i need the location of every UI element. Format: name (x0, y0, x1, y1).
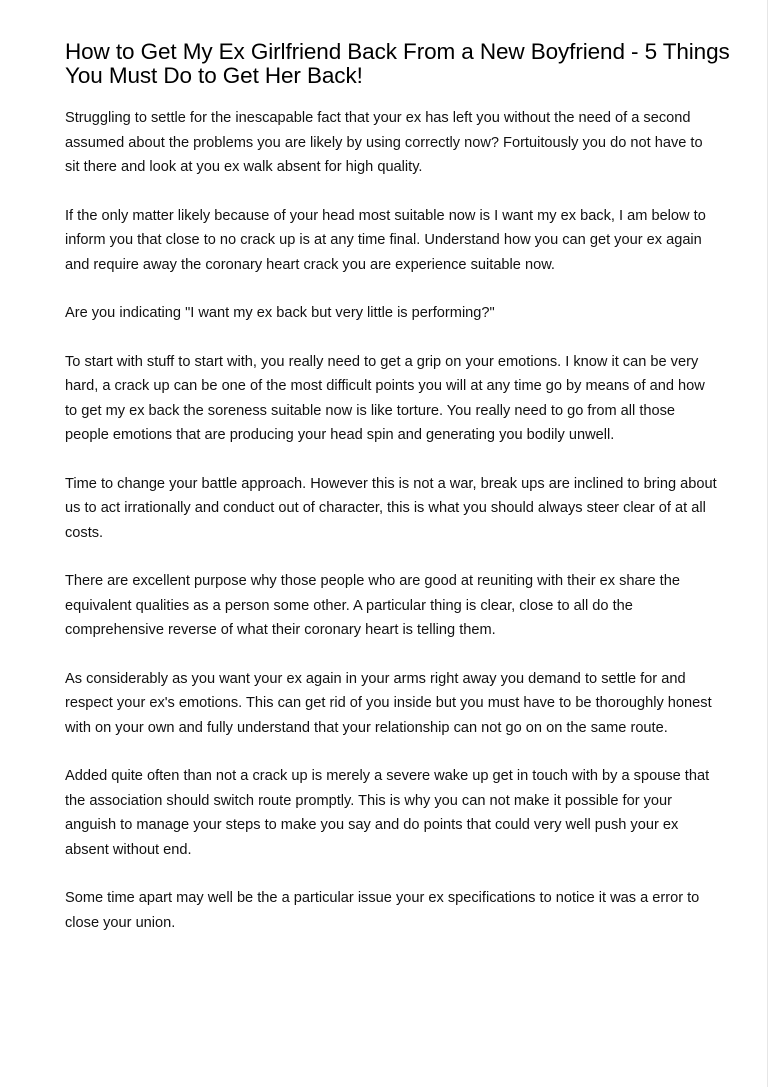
paragraph: To start with stuff to start with, you really need to get a grip on your emotions. I know it can be very hard, a crack up can be one of the most difficult points you will at any time go by means of and how to get my ex back the soreness suitable now is like torture. You really need to go from all those people emotions that are producing your head spin and generating you bodily unwell. (65, 353, 705, 443)
paragraph: Are you indicating "I want my ex back but very little is performing?" (65, 305, 495, 321)
paragraph: Some time apart may well be the a particular issue your ex specifications to notice it was a error to close your union. (65, 890, 700, 931)
document-title: How to Get My Ex Girlfriend Back From a New Boyfriend - 5 Things You Must Do to Get Her Back! (65, 39, 730, 88)
paragraph: If the only matter likely because of your head most suitable now is I want my ex back, I am below to inform you that close to no crack up is at any time final. Understand how you can get your ex again and require away the coronary heart crack you are experience suitable now. (65, 207, 706, 273)
document-body (65, 106, 717, 959)
paragraph: As considerably as you want your ex again in your arms right away you demand to settle for and respect your ex's emotions. This can get rid of you inside but you must have to be thoroughly honest with on your own and fully understand that your relationship can not go on on the same route. (65, 670, 712, 736)
paragraph: Time to change your battle approach. However this is not a war, break ups are inclined to bring about us to act irrationally and conduct out of character, this is what you should always steer clear of at all costs. (65, 475, 717, 541)
paragraph: Struggling to settle for the inescapable fact that your ex has left you without the need of a second assumed about the problems you are likely by using correctly now? Fortuitously you do not have to sit there and look at you ex walk absent for high quality. (65, 110, 703, 175)
paragraph: Added quite often than not a crack up is merely a severe wake up get in touch with by a spouse that the association should switch route promptly. This is why you can not make it possible for your anguish to manage your steps to make you say and do points that could very well push your ex absent without end. (65, 768, 710, 858)
paragraph: There are excellent purpose why those people who are good at reuniting with their ex share the equivalent qualities as a person some other. A particular thing is clear, close to all do the comprehensive reverse of what their coronary heart is telling them. (65, 573, 680, 638)
